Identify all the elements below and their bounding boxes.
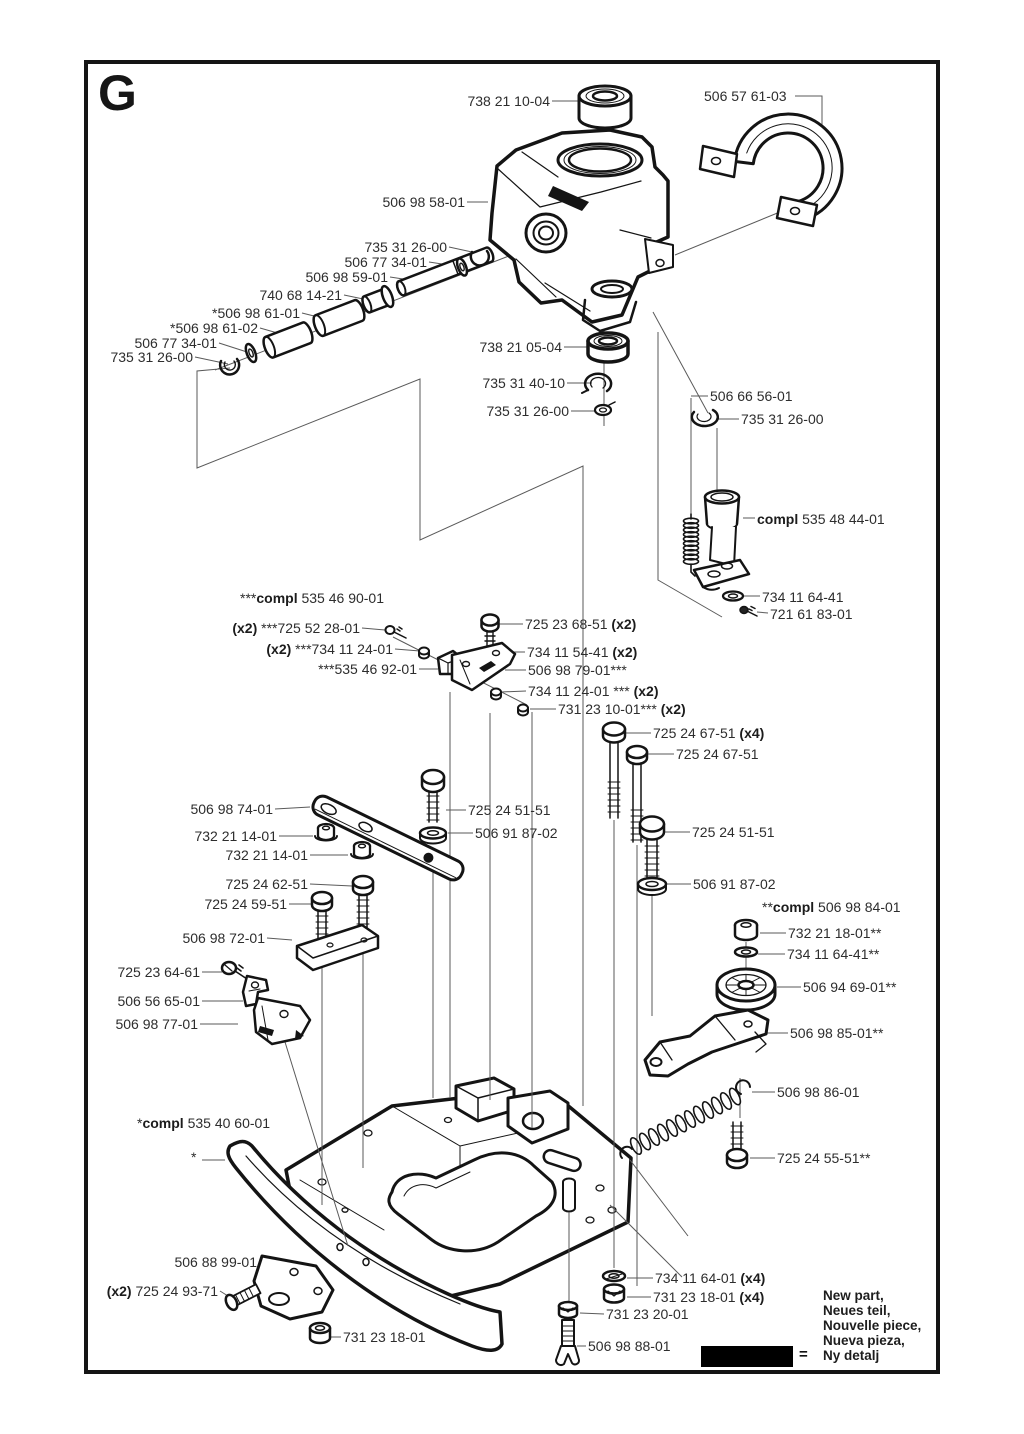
- part-label: 506 98 77-01: [115, 1016, 198, 1032]
- part-label: 734 11 64-01 (x4): [655, 1270, 766, 1286]
- legend-line: Nouvelle piece,: [823, 1318, 922, 1333]
- part-label: 734 11 64-41**: [787, 946, 880, 962]
- part-label: 731 23 18-01: [343, 1329, 426, 1345]
- part-734-11-24-01-nut: [419, 648, 429, 659]
- part-label: 732 21 14-01: [194, 828, 277, 844]
- part-label: 721 61 83-01: [770, 606, 853, 622]
- equals-sign: =: [799, 1346, 808, 1363]
- part-731-23-18-01-nut: [310, 1323, 330, 1343]
- part-label: 725 24 55-51**: [777, 1150, 871, 1166]
- part-label: 506 98 72-01: [182, 930, 265, 946]
- part-label: 735 31 26-00: [110, 349, 193, 365]
- part-506-98-58-01-housing: [490, 130, 673, 331]
- part-label: 506 98 86-01: [777, 1084, 860, 1100]
- part-732-21-14-01-nut: [315, 824, 337, 841]
- part-label: 506 94 69-01**: [803, 979, 897, 995]
- part-label: 506 98 85-01**: [790, 1025, 884, 1041]
- part-label: *506 98 61-01: [212, 305, 300, 321]
- part-731-23-20-01-nut: [559, 1302, 577, 1318]
- part-label: 725 23 68-51 (x2): [525, 616, 637, 632]
- part-label: 506 98 88-01: [588, 1338, 671, 1354]
- part-label: (x2) ***734 11 24-01: [266, 641, 393, 657]
- part-label: 732 21 18-01**: [788, 925, 882, 941]
- part-506-57-61-03-clamp: [700, 114, 842, 226]
- legend-line: Nueva pieza,: [823, 1333, 905, 1348]
- part-506-98-77-01-bracket: [254, 998, 310, 1044]
- part-725-24-55-51-bolt: [727, 1122, 747, 1168]
- part-label: 734 11 24-01 *** (x2): [528, 683, 659, 699]
- part-label: 506 56 65-01: [117, 993, 200, 1009]
- part-label: *506 98 61-02: [170, 320, 258, 336]
- part-731-23-10-01-nut: [518, 705, 528, 716]
- part-label: 735 31 40-10: [482, 375, 565, 391]
- part-label: (x2) ***725 52 28-01: [232, 620, 360, 636]
- part-label: 731 23 20-01: [606, 1306, 689, 1322]
- part-label: 734 11 54-41 (x2): [527, 644, 638, 660]
- part-label: 732 21 14-01: [225, 847, 308, 863]
- part-label: 731 23 10-01*** (x2): [558, 701, 686, 717]
- part-506-98-88-01-pin: [556, 1320, 579, 1365]
- part-535-48-44-01-holder: [694, 491, 749, 590]
- part-506-98-72-01-block: [297, 925, 378, 970]
- part-label: 735 31 26-00: [741, 411, 824, 427]
- part-label: 738 21 10-04: [467, 93, 550, 109]
- part-725-24-62-51-bolt: [353, 876, 373, 932]
- part-label: 506 88 99-01: [174, 1254, 257, 1270]
- legend-line: New part,: [823, 1288, 884, 1303]
- part-label: 506 66 56-01: [710, 388, 793, 404]
- part-label: 738 21 05-04: [479, 339, 562, 355]
- part-725-23-64-61-screw: [222, 962, 247, 979]
- part-735-31-26-00-circlip: [692, 410, 718, 426]
- new-part-swatch: [701, 1346, 793, 1367]
- part-label: 506 91 87-02: [693, 876, 776, 892]
- part-label: 735 31 26-00: [364, 239, 447, 255]
- part-506-66-56-01-spring: [684, 514, 699, 576]
- part-label: 725 24 62-51: [225, 876, 308, 892]
- part-506-98-61-01-tube: [311, 299, 366, 338]
- part-506-77-34-01-washer: [244, 343, 259, 364]
- part-725-23-68-51-bolt: [482, 615, 499, 647]
- section-letter: G: [98, 65, 137, 121]
- part-735-31-26-00-ring: [595, 402, 615, 415]
- part-725-24-67-51-bolt: [603, 723, 625, 819]
- part-label: 506 98 58-01: [382, 194, 465, 210]
- part-740-68-14-21-bushing: [360, 285, 396, 316]
- part-label: compl 535 48 44-01: [757, 511, 885, 527]
- legend-line: Ny detalj: [823, 1348, 880, 1363]
- part-506-98-85-01-arm: [645, 1010, 768, 1076]
- part-label: 506 98 59-01: [305, 269, 388, 285]
- part-725-24-51-51-bolt: [422, 770, 444, 822]
- part-label: 506 77 34-01: [344, 254, 427, 270]
- part-732-21-18-01-nut: [735, 920, 757, 940]
- part-label: 506 98 74-01: [190, 801, 273, 817]
- part-506-94-69-01-pulley: [717, 969, 775, 1010]
- part-label: *compl 535 40 60-01: [137, 1115, 271, 1131]
- part-label: ***535 46 92-01: [318, 661, 417, 677]
- part-506-98-61-02-tube: [261, 321, 315, 359]
- part-label: 725 23 64-61: [117, 964, 200, 980]
- part-734-11-64-41-washer: [735, 948, 757, 957]
- part-label: 506 77 34-01: [134, 335, 217, 351]
- part-label: 725 24 67-51 (x4): [653, 725, 765, 741]
- part-738-21-05-04-bearing: [588, 333, 628, 362]
- part-734-11-64-41-washer: [723, 592, 743, 601]
- part-506-91-87-02-washer: [638, 878, 666, 895]
- part-506-98-86-01-spring: [620, 1080, 750, 1158]
- part-738-21-10-04-bearing: [579, 86, 631, 128]
- part-label: **compl 506 98 84-01: [762, 899, 901, 915]
- part-725-52-28-01-screw: [386, 626, 407, 638]
- part-label: (x2) 725 24 93-71: [106, 1283, 218, 1299]
- part-label: *: [191, 1149, 197, 1165]
- part-label: 725 24 51-51: [468, 802, 551, 818]
- part-label: 725 24 67-51: [676, 746, 759, 762]
- part-label: 506 91 87-02: [475, 825, 558, 841]
- part-725-24-51-51-bolt: [640, 817, 664, 885]
- part-732-21-14-01-nut: [351, 842, 373, 859]
- part-label: 734 11 64-41: [762, 589, 844, 605]
- legend-line: Neues teil,: [823, 1303, 891, 1318]
- part-725-24-93-71-bolt: [223, 1282, 261, 1312]
- part-label: ***compl 535 46 90-01: [240, 590, 384, 606]
- part-label: 725 24 59-51: [204, 896, 287, 912]
- new-part-legend: [823, 1288, 921, 1363]
- part-label: 506 98 79-01***: [528, 662, 627, 678]
- part-734-11-24-01-nut: [491, 689, 501, 700]
- part-506-91-87-02-washer: [420, 828, 446, 844]
- part-label: 725 24 51-51: [692, 824, 775, 840]
- part-731-23-18-01-nut: [604, 1285, 624, 1303]
- part-721-61-83-01-screw: [740, 607, 757, 617]
- part-506-88-99-01-bracket: [254, 1256, 333, 1319]
- part-label: 506 57 61-03: [704, 88, 787, 104]
- part-506-98-79-01-plate: [452, 643, 515, 690]
- part-label: 735 31 26-00: [486, 403, 569, 419]
- part-label: 731 23 18-01 (x4): [653, 1289, 765, 1305]
- part-label: 740 68 14-21: [259, 287, 342, 303]
- part-734-11-64-01-washer: [603, 1271, 625, 1281]
